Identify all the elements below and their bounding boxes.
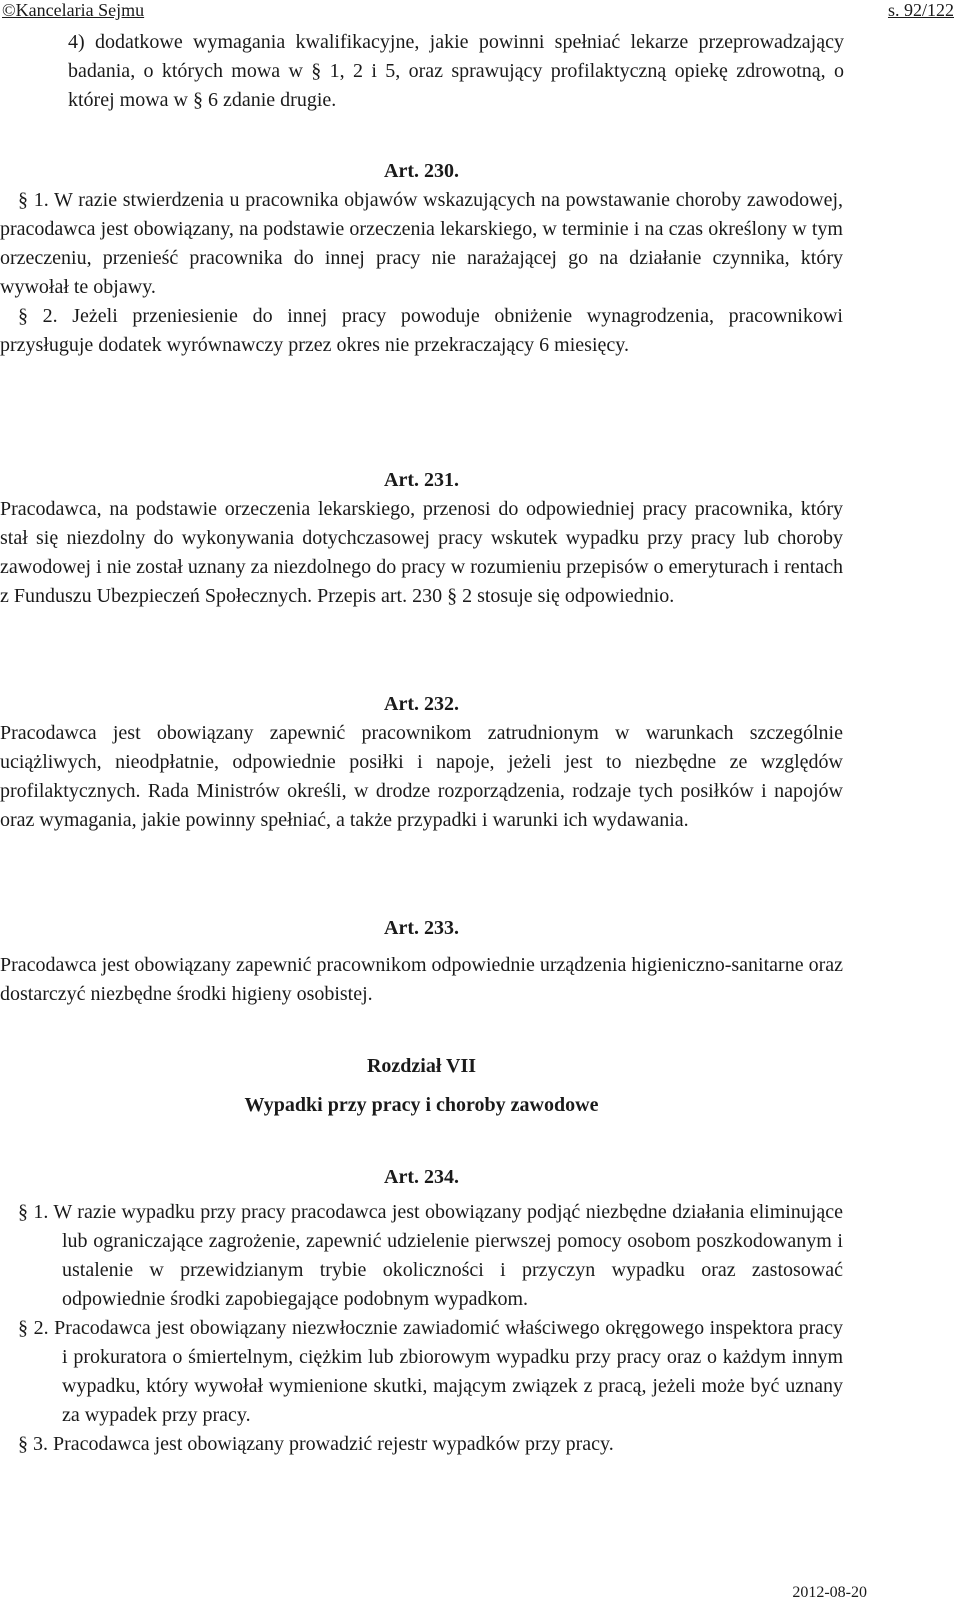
art230-body (0, 186, 843, 360)
art231-paragraph: Pracodawca, na podstawie orzeczenia lekarskiego, przenosi do odpowiedniej pracy pracownika, który stał się niezdolny do wykonywania dotychczasowej pracy wskutek wypadku przy pracy lub choroby zawodowej i nie został uznany za niezdolnego do pracy w rozumieniu przepisów o emeryturach i rentach z Funduszu Ubezpieczeń Społecznych. Przepis art. 230 § 2 stosuje się odpowiednio. (0, 498, 843, 607)
art231-title: Art. 231. (384, 469, 459, 491)
art230-title: Art. 230. (384, 160, 459, 182)
art233-title: Art. 233. (384, 917, 459, 939)
art232-body (0, 719, 843, 835)
art234-paragraph-1: § 1. W razie wypadku przy pracy pracodawca jest obowiązany podjąć niezbędne działania eliminujące lub ograniczające zagrożenie, zapewnić udzielenie pierwszej pomocy osobom poszkodowanym i ustalenie w przewidzianym trybie okoliczności i przyczyn wypadku oraz zastosować odpowiednie środki zapobiegające podobnym wypadkom. (18, 1201, 843, 1310)
art230-paragraph-2: § 2. Jeżeli przeniesienie do innej pracy powoduje obniżenie wynagrodzenia, pracownikowi przysługuje dodatek wyrównawczy przez okres nie przekraczający 6 miesięcy. (0, 305, 843, 356)
header-copyright: ©Kancelaria Sejmu (2, 0, 145, 20)
art233-body (0, 951, 843, 1009)
art234-paragraph-3: § 3. Pracodawca jest obowiązany prowadzić rejestr wypadków przy pracy. (18, 1433, 614, 1455)
art232-paragraph: Pracodawca jest obowiązany zapewnić pracownikom zatrudnionym w warunkach szczególnie uciążliwych, nieodpłatnie, odpowiednie posiłki i napoje, jeżeli jest to niezbędne ze względów profilaktycznych. Rada Ministrów określi, w drodze rozporządzenia, rodzaje tych posiłków i napojów oraz wymagania, jakie powinny spełniać, a także przypadki i warunki ich wydawania. (0, 722, 843, 831)
chapter-number: Rozdział VII (366, 1055, 477, 1077)
art234-title: Art. 234. (384, 1166, 459, 1188)
art229-item4: 4) dodatkowe wymagania kwalifikacyjne, jakie powinni spełniać lekarze przeprowadzający badania, o których mowa w § 1, 2 i 5, oraz sprawujący profilaktyczną opiekę zdrowotną, o której mowa w § 6 zdanie drugie. (68, 31, 844, 111)
art231-body (0, 495, 843, 611)
header-page-number: s. 92/122 (887, 0, 954, 20)
art234-body (0, 1198, 843, 1459)
art230-paragraph-1: § 1. W razie stwierdzenia u pracownika objawów wskazujących na powstawanie choroby zawodowej, pracodawca jest obowiązany, na podstawie orzeczenia lekarskiego, w terminie i na czas określony w tym orzeczeniu, przenieść pracownika do innej pracy nie narażającej go na działanie czynnika, który wywołał te objawy. (0, 189, 843, 298)
art233-paragraph: Pracodawca jest obowiązany zapewnić pracownikom odpowiednie urządzenia higieniczno-sanitarne oraz dostarczyć niezbędne środki higieny osobistej. (0, 954, 843, 1005)
footer-date: 2012-08-20 (792, 1584, 867, 1601)
art234-paragraph-2: § 2. Pracodawca jest obowiązany niezwłocznie zawiadomić właściwego okręgowego inspektora pracy i prokuratora o śmiertelnym, ciężkim lub zbiorowym wypadku przy pracy oraz o każdym innym wypadku, który wywołał wymienione skutki, mającym związek z pracą, jeżeli może być uznany za wypadek przy pracy. (18, 1317, 843, 1426)
art232-title: Art. 232. (384, 693, 459, 715)
chapter-title: Wypadki przy pracy i choroby zawodowe (244, 1094, 599, 1116)
